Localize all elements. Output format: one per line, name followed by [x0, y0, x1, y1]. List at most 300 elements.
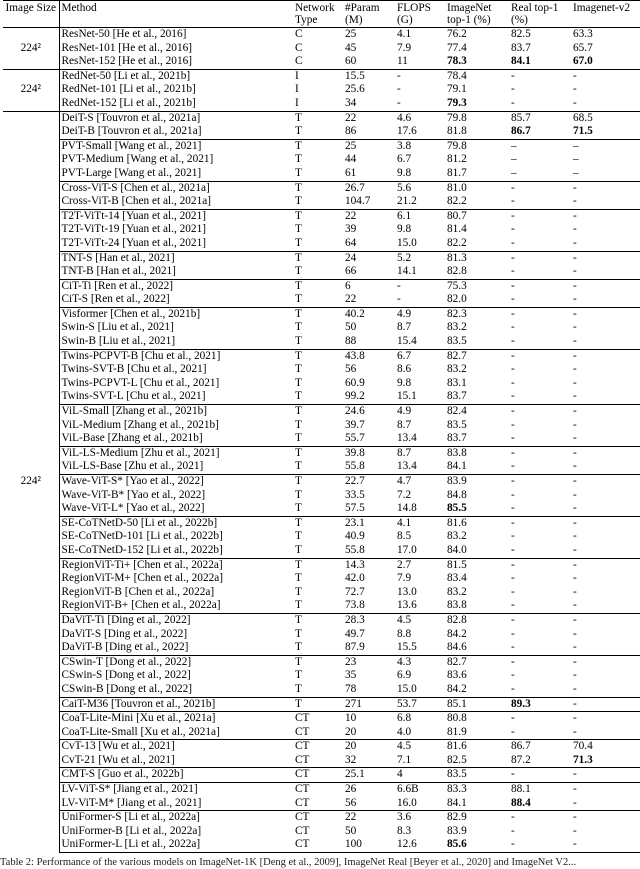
table-row	[3, 797, 640, 811]
cell-method: ResNet-152 [He et al., 2016]	[59, 55, 293, 69]
cell-network-type: T	[295, 488, 302, 501]
cell-flops: 13.4	[397, 432, 417, 445]
cell-network-type: CT	[293, 740, 343, 754]
cell-imagenet-v2: -	[571, 181, 640, 195]
cell-real-top1: 85.7	[509, 111, 571, 125]
cell-method: UniFormer-S [Li et al., 2022a]	[59, 811, 293, 825]
cell-method: RedNet-50 [Li et al., 2021b]	[59, 69, 293, 83]
cell-real-top1: 83.7	[511, 41, 531, 54]
cell-param: 34	[345, 96, 357, 109]
table-row	[3, 432, 640, 446]
cell-method: CSwin-S [Dong et al., 2022]	[59, 669, 293, 683]
cell-network-type: T	[295, 195, 302, 208]
cell-imagenet-top1: 84.2	[447, 682, 467, 695]
cell-imagenet-top1: 83.8	[445, 446, 509, 460]
cell-imagenet-v2: -	[573, 669, 577, 682]
cell-method: LV-ViT-S* [Jiang et al., 2021]	[59, 783, 293, 797]
cell-imagenet-top1: 85.1	[445, 697, 509, 712]
cell-real-top1: -	[511, 572, 515, 585]
cell-method: CiT-Ti [Ren et al., 2022]	[59, 279, 293, 293]
cell-flops: 16.0	[397, 796, 417, 809]
cell-param: 44	[345, 153, 357, 166]
cell-imagenet-v2: -	[573, 83, 577, 96]
cell-param: 87.9	[345, 641, 365, 654]
cell-param: 61	[345, 166, 357, 179]
cell-imagenet-v2: -	[571, 613, 640, 627]
cell-flops: 15.4	[397, 335, 417, 348]
cell-flops: 17.6	[397, 125, 417, 138]
table-row	[3, 335, 640, 349]
cell-flops: 6.6B	[395, 783, 445, 797]
cell-network-type: C	[295, 55, 303, 68]
cell-param: 55.7	[345, 432, 365, 445]
cell-flops: 9.8	[397, 223, 412, 236]
table-row	[3, 279, 640, 293]
cell-real-top1: 84.1	[511, 55, 531, 68]
cell-real-top1: -	[509, 768, 571, 783]
cell-flops: 13.4	[397, 460, 417, 473]
cell-method: Swin-B [Liu et al., 2021]	[59, 335, 293, 349]
cell-flops: 3.8	[395, 139, 445, 153]
table-row	[3, 683, 640, 697]
cell-real-top1: -	[511, 824, 515, 837]
cell-imagenet-v2: -	[573, 265, 577, 278]
table-body	[3, 28, 640, 853]
cell-network-type: T	[295, 321, 302, 334]
cell-method: ViL-Base [Zhang et al., 2021b]	[59, 432, 293, 446]
cell-method: PVT-Large [Wang et al., 2021]	[59, 167, 293, 181]
table-row	[3, 489, 640, 503]
cell-imagenet-v2: -	[573, 641, 577, 654]
table-row	[3, 419, 640, 433]
cell-flops: 9.8	[397, 376, 412, 389]
cell-flops: 4.9	[395, 405, 445, 419]
cell-network-type: T	[293, 279, 343, 293]
cell-flops: 13.6	[397, 599, 417, 612]
cell-real-top1: -	[511, 223, 515, 236]
cell-param: 33.5	[345, 488, 365, 501]
cell-real-top1: -	[511, 83, 515, 96]
cell-imagenet-top1: 78.4	[445, 69, 509, 83]
table-row	[3, 223, 640, 237]
cell-imagenet-top1: 82.8	[447, 265, 467, 278]
table-caption: Table 2: Performance of the various models on ImageNet-1K [Deng et al., 2009], ImageNet Real [Beyer et al., 2020] and ImageNet V2...	[0, 857, 577, 868]
cell-param: 35	[345, 669, 357, 682]
cell-imagenet-top1: 82.9	[445, 811, 509, 825]
cell-network-type: I	[295, 83, 299, 96]
cell-real-top1: -	[511, 236, 515, 249]
cell-real-top1: -	[509, 712, 571, 726]
cell-imagenet-top1: 83.3	[445, 783, 509, 797]
cell-method: ViL-LS-Medium [Zhu et al., 2021]	[59, 446, 293, 460]
cell-flops: 8.7	[395, 446, 445, 460]
cell-imagenet-v2: -	[571, 811, 640, 825]
cell-image-size: 224²	[3, 111, 59, 852]
table-row	[3, 293, 640, 307]
cell-network-type: T	[295, 335, 302, 348]
cell-network-type: T	[293, 307, 343, 321]
cell-imagenet-v2: -	[571, 783, 640, 797]
cell-real-top1: -	[509, 811, 571, 825]
cell-network-type: CT	[293, 783, 343, 797]
header-imagenet-top1: ImageNet top-1 (%)	[447, 2, 492, 26]
cell-real-top1: -	[511, 599, 515, 612]
cell-imagenet-top1: 78.3	[447, 55, 467, 68]
table-row	[3, 669, 640, 683]
cell-real-top1: -	[509, 349, 571, 363]
cell-method: DaViT-B [Ding et al., 2022]	[59, 641, 293, 655]
cell-param: 23.1	[343, 516, 395, 530]
header-method: Method	[59, 1, 293, 28]
cell-imagenet-top1: 82.5	[447, 753, 467, 766]
cell-network-type: T	[295, 682, 302, 695]
cell-method: UniFormer-L [Li et al., 2022a]	[59, 838, 293, 852]
cell-flops: 4	[395, 768, 445, 783]
header-real-top1: Real top-1 (%)	[511, 2, 559, 26]
cell-real-top1: -	[511, 641, 515, 654]
cell-imagenet-top1: 81.8	[447, 125, 467, 138]
cell-imagenet-v2: -	[571, 655, 640, 669]
cell-param: 45	[345, 41, 357, 54]
cell-real-top1: -	[511, 543, 515, 556]
cell-real-top1: –	[509, 139, 571, 153]
cell-real-top1: -	[511, 488, 515, 501]
cell-network-type: T	[295, 376, 302, 389]
table-row	[3, 460, 640, 474]
cell-real-top1: -	[511, 530, 515, 543]
cell-real-top1: -	[511, 390, 515, 403]
cell-network-type: T	[295, 627, 302, 640]
cell-method: CoaT-Lite-Small [Xu et al., 2021a]	[59, 726, 293, 740]
cell-flops: 8.5	[397, 530, 412, 543]
cell-imagenet-top1: 82.3	[445, 307, 509, 321]
cell-real-top1: -	[509, 251, 571, 265]
cell-param: 14.3	[343, 558, 395, 572]
cell-param: 50	[345, 824, 357, 837]
cell-imagenet-top1: 81.6	[445, 516, 509, 530]
cell-real-top1: -	[509, 558, 571, 572]
cell-flops: 4.9	[395, 307, 445, 321]
cell-imagenet-top1: 81.9	[447, 725, 467, 738]
cell-imagenet-v2: -	[571, 279, 640, 293]
cell-network-type: T	[293, 558, 343, 572]
table-row	[3, 641, 640, 655]
cell-method: CvT-13 [Wu et al., 2021]	[59, 740, 293, 754]
table-row	[3, 628, 640, 642]
cell-imagenet-top1: 81.4	[447, 223, 467, 236]
header-image-size: Image Size	[3, 1, 59, 28]
cell-method: T2T-ViTt-14 [Yuan et al., 2021]	[59, 209, 293, 223]
cell-imagenet-top1: 83.8	[447, 599, 467, 612]
table-row	[3, 838, 640, 852]
cell-imagenet-top1: 81.6	[445, 740, 509, 754]
cell-real-top1: -	[509, 279, 571, 293]
cell-imagenet-v2: -	[571, 558, 640, 572]
cell-flops: 9.8	[397, 166, 412, 179]
cell-imagenet-top1: 83.2	[447, 363, 467, 376]
cell-flops: 7.1	[397, 753, 412, 766]
cell-param: 22.7	[343, 475, 395, 489]
cell-real-top1: -	[511, 502, 515, 515]
cell-real-top1: -	[509, 209, 571, 223]
cell-network-type: T	[293, 349, 343, 363]
cell-flops: 4.0	[397, 725, 412, 738]
table-row	[3, 69, 640, 83]
cell-imagenet-v2: -	[571, 307, 640, 321]
cell-flops: 6.1	[395, 209, 445, 223]
cell-network-type: T	[293, 475, 343, 489]
cell-param: 99.2	[345, 390, 365, 403]
cell-param: 43.8	[343, 349, 395, 363]
cell-param: 10	[343, 712, 395, 726]
cell-network-type: T	[295, 669, 302, 682]
cell-method: ViL-Medium [Zhang et al., 2021b]	[59, 419, 293, 433]
table-row	[3, 516, 640, 530]
cell-real-top1: –	[511, 153, 517, 166]
cell-network-type: T	[295, 585, 302, 598]
cell-network-type: T	[293, 111, 343, 125]
cell-network-type: T	[293, 181, 343, 195]
cell-imagenet-top1: 82.8	[445, 613, 509, 627]
cell-param: 39	[345, 223, 357, 236]
cell-param: 40.9	[345, 530, 365, 543]
cell-imagenet-top1: 83.9	[447, 824, 467, 837]
cell-imagenet-top1: 80.7	[445, 209, 509, 223]
cell-imagenet-top1: 82.2	[447, 236, 467, 249]
cell-method: Twins-SVT-L [Chu et al., 2021]	[59, 390, 293, 404]
cell-method: UniFormer-B [Li et al., 2022a]	[59, 825, 293, 839]
cell-imagenet-top1: 83.7	[447, 432, 467, 445]
table-row	[3, 390, 640, 404]
cell-image-size: 224²	[3, 28, 59, 70]
table-row	[3, 181, 640, 195]
cell-network-type: CT	[293, 811, 343, 825]
cell-real-top1: -	[509, 307, 571, 321]
table-row	[3, 740, 640, 754]
cell-flops: 8.8	[397, 627, 412, 640]
cell-flops: 6.7	[395, 349, 445, 363]
cell-method: ResNet-50 [He et al., 2016]	[59, 28, 293, 42]
cell-method: RegionViT-Ti+ [Chen et al., 2022a]	[59, 558, 293, 572]
table-row	[3, 42, 640, 56]
cell-network-type: T	[295, 599, 302, 612]
cell-imagenet-v2: -	[573, 335, 577, 348]
cell-imagenet-v2: –	[573, 153, 579, 166]
cell-flops: 8.7	[397, 321, 412, 334]
cell-imagenet-v2: -	[573, 390, 577, 403]
cell-method: ViL-LS-Base [Zhu et al., 2021]	[59, 460, 293, 474]
cell-imagenet-top1: 83.2	[447, 530, 467, 543]
table-row	[3, 265, 640, 279]
cell-imagenet-top1: 75.3	[445, 279, 509, 293]
table-row	[3, 544, 640, 558]
cell-imagenet-v2: -	[573, 796, 577, 809]
cell-param: 72.7	[345, 585, 365, 598]
cell-method: DeiT-B [Touvron et al., 2021a]	[59, 125, 293, 139]
cell-flops: 7.2	[397, 488, 412, 501]
cell-network-type: T	[295, 641, 302, 654]
table-row	[3, 321, 640, 335]
cell-imagenet-top1: 83.1	[447, 376, 467, 389]
cell-method: RegionViT-B [Chen et al., 2022a]	[59, 586, 293, 600]
cell-method: RegionViT-B+ [Chen et al., 2022a]	[59, 599, 293, 613]
cell-flops: 15.0	[397, 236, 417, 249]
cell-flops: 4.7	[395, 475, 445, 489]
cell-network-type: T	[295, 223, 302, 236]
cell-imagenet-v2: 70.4	[571, 740, 640, 754]
cell-param: 57.5	[345, 502, 365, 515]
cell-real-top1: -	[511, 265, 515, 278]
cell-network-type: I	[293, 69, 343, 83]
cell-imagenet-v2: -	[573, 530, 577, 543]
cell-imagenet-v2: 65.7	[573, 41, 593, 54]
cell-imagenet-v2: -	[573, 195, 577, 208]
table-row	[3, 446, 640, 460]
cell-param: 32	[345, 753, 357, 766]
cell-network-type: C	[295, 41, 303, 54]
cell-real-top1: -	[509, 838, 571, 852]
cell-imagenet-top1: 79.8	[445, 111, 509, 125]
cell-imagenet-top1: 81.3	[445, 251, 509, 265]
cell-method: DaViT-Ti [Ding et al., 2022]	[59, 613, 293, 627]
cell-imagenet-v2: -	[571, 712, 640, 726]
cell-flops: 53.7	[395, 697, 445, 712]
cell-network-type: T	[293, 613, 343, 627]
table-row	[3, 363, 640, 377]
cell-param: 78	[345, 682, 357, 695]
cell-real-top1: -	[511, 376, 515, 389]
table-row	[3, 825, 640, 839]
cell-param: 73.8	[345, 599, 365, 612]
cell-imagenet-top1: 83.2	[447, 321, 467, 334]
cell-param: 39.7	[345, 418, 365, 431]
cell-real-top1: -	[511, 682, 515, 695]
cell-param: 25.6	[345, 83, 365, 96]
cell-flops: -	[395, 69, 445, 83]
cell-flops: 4.3	[395, 655, 445, 669]
cell-method: DeiT-S [Touvron et al., 2021a]	[59, 111, 293, 125]
cell-network-type: T	[295, 125, 302, 138]
cell-network-type: CT	[293, 838, 343, 852]
table-row	[3, 237, 640, 251]
cell-imagenet-top1: 84.1	[447, 796, 467, 809]
cell-imagenet-v2: -	[573, 585, 577, 598]
cell-flops: 14.8	[397, 502, 417, 515]
cell-imagenet-v2: 67.0	[573, 55, 593, 68]
cell-real-top1: -	[511, 363, 515, 376]
cell-method: Cross-ViT-S [Chen et al., 2021a]	[59, 181, 293, 195]
cell-param: 66	[345, 265, 357, 278]
cell-method: TNT-S [Han et al., 2021]	[59, 251, 293, 265]
cell-method: LV-ViT-M* [Jiang et al., 2021]	[59, 797, 293, 811]
cell-imagenet-top1: 83.2	[447, 585, 467, 598]
cell-param: 20	[343, 740, 395, 754]
cell-imagenet-v2: -	[571, 516, 640, 530]
cell-real-top1: -	[509, 613, 571, 627]
cell-flops: 13.0	[397, 585, 417, 598]
cell-flops: 7.9	[397, 41, 412, 54]
cell-image-size: 224²	[3, 69, 59, 111]
cell-param: 60	[345, 55, 357, 68]
cell-network-type: T	[293, 516, 343, 530]
table-row	[3, 153, 640, 167]
cell-imagenet-top1: 84.6	[447, 641, 467, 654]
cell-imagenet-top1: 82.4	[445, 405, 509, 419]
cell-imagenet-v2: -	[571, 697, 640, 712]
cell-flops: 17.0	[397, 543, 417, 556]
cell-imagenet-top1: 82.2	[447, 195, 467, 208]
cell-param: 64	[345, 236, 357, 249]
cell-imagenet-top1: 83.6	[447, 669, 467, 682]
cell-real-top1: -	[511, 725, 515, 738]
table-row	[3, 97, 640, 111]
table-row	[3, 125, 640, 139]
cell-imagenet-v2: -	[573, 432, 577, 445]
cell-flops: 8.7	[397, 418, 412, 431]
cell-imagenet-v2: -	[573, 223, 577, 236]
cell-network-type: CT	[293, 768, 343, 783]
table-row	[3, 811, 640, 825]
cell-flops: 5.2	[395, 251, 445, 265]
cell-imagenet-v2: -	[573, 824, 577, 837]
cell-real-top1: -	[509, 475, 571, 489]
table-row	[3, 251, 640, 265]
cell-imagenet-v2: -	[571, 446, 640, 460]
table-row	[3, 475, 640, 489]
cell-imagenet-top1: 79.3	[447, 96, 467, 109]
cell-imagenet-top1: 83.7	[447, 390, 467, 403]
cell-real-top1: -	[511, 460, 515, 473]
cell-imagenet-v2: -	[573, 376, 577, 389]
cell-network-type: CT	[295, 753, 310, 766]
cell-flops: 8.6	[397, 363, 412, 376]
cell-method: Twins-SVT-B [Chu et al., 2021]	[59, 363, 293, 377]
cell-param: 28.3	[343, 613, 395, 627]
cell-real-top1: -	[511, 195, 515, 208]
cell-imagenet-v2: -	[571, 69, 640, 83]
table-row	[3, 502, 640, 516]
cell-real-top1: -	[509, 516, 571, 530]
cell-real-top1: -	[511, 627, 515, 640]
cell-method: ViL-Small [Zhang et al., 2021b]	[59, 405, 293, 419]
cell-method: Wave-ViT-L* [Yao et al., 2022]	[59, 502, 293, 516]
cell-imagenet-v2: -	[573, 502, 577, 515]
cell-flops: -	[397, 293, 401, 306]
cell-imagenet-top1: 81.7	[447, 166, 467, 179]
cell-imagenet-top1: 83.4	[447, 572, 467, 585]
cell-param: 24	[343, 251, 395, 265]
table-row	[3, 55, 640, 69]
cell-method: T2T-ViTt-19 [Yuan et al., 2021]	[59, 223, 293, 237]
cell-flops: 4.1	[395, 28, 445, 42]
table-row	[3, 167, 640, 181]
cell-real-top1: 86.7	[509, 740, 571, 754]
cell-param: 100	[343, 838, 395, 852]
cell-param: 22	[345, 293, 357, 306]
cell-real-top1: 88.1	[509, 783, 571, 797]
table-row	[3, 139, 640, 153]
cell-param: 23	[343, 655, 395, 669]
cell-flops: 11	[397, 55, 408, 68]
cell-param: 40.2	[343, 307, 395, 321]
table-header	[3, 1, 640, 28]
cell-imagenet-top1: 85.5	[447, 502, 467, 515]
cell-imagenet-v2: –	[571, 139, 640, 153]
cell-network-type: T	[295, 418, 302, 431]
cell-imagenet-v2: -	[573, 682, 577, 695]
cell-real-top1: -	[511, 585, 515, 598]
cell-real-top1: 89.3	[509, 697, 571, 712]
